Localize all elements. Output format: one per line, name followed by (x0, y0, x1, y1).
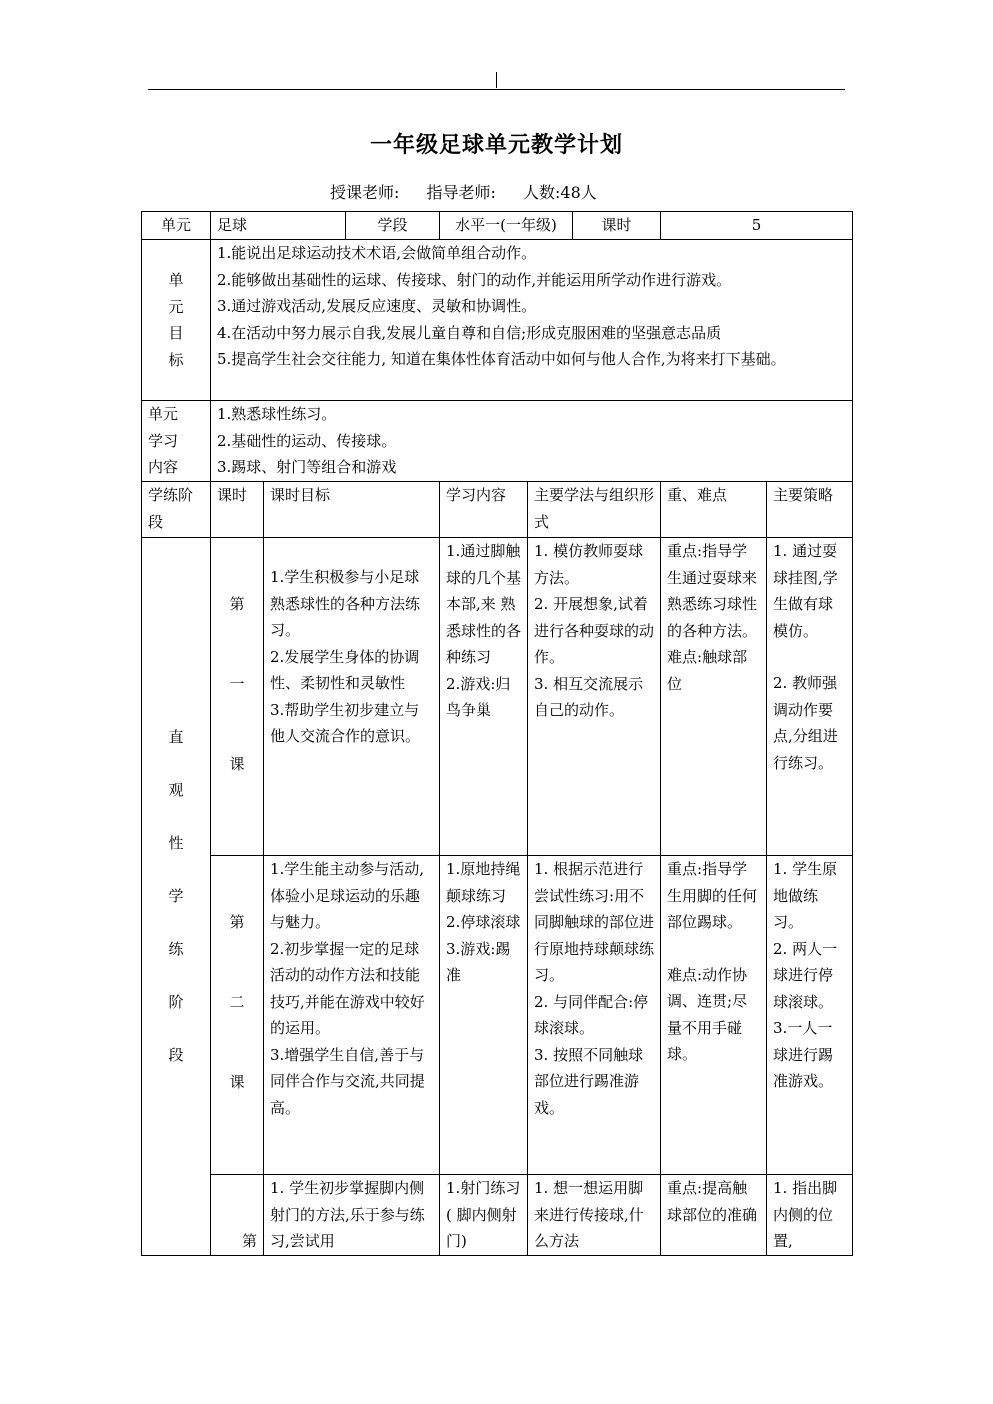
lesson-content: 1.射门练习 ( 脚内侧射门) (440, 1175, 528, 1256)
info-row (142, 212, 853, 240)
lesson-key-points: 重点:提高触球部位的准确 (661, 1175, 767, 1256)
unit-content-item: 2.基础性的运动、传接球。 (217, 431, 397, 450)
unit-goal-item: 3.通过游戏活动,发展反应速度、灵敏和协调性。 (217, 297, 537, 315)
unit-goal-item: 2.能够做出基础性的运球、传接球、射门的动作,并能运用所学动作进行游戏。 (217, 270, 732, 289)
hours-label: 课时 (573, 212, 661, 240)
lesson-methods: 1. 想一想运用脚来进行传接球,什么方法 (528, 1175, 661, 1256)
unit-content-item: 1.熟悉球性练习。 (217, 405, 337, 423)
lesson-row (142, 856, 853, 1175)
lesson-strategy: 1. 学生原地做练习。 2. 两人一球进行停球滚球。 3.一人一球进行踢准游戏。 (767, 856, 853, 1175)
phase-label: 直 观 性 学 练 阶 段 (142, 538, 211, 1256)
lesson-label: 第 (211, 1175, 264, 1256)
col-strategy: 主要策略 (767, 482, 853, 538)
lesson-key-points: 重点:指导学生用脚的任何部位踢球。 难点:动作协调、连贯;尽量不用手碰球。 (661, 856, 767, 1175)
col-method: 主要学法与组织形式 (528, 482, 661, 538)
lesson-goals: 1.学生积极参与小足球熟悉球性的各种方法练习。 2.发展学生身体的协调性、柔韧性和灵敏性 3.帮助学生初步建立与他人交流合作的意识。 (264, 538, 440, 856)
unit-content-item: 3.踢球、射门等组合和游戏 (217, 458, 397, 476)
col-stage: 学练阶段 (142, 482, 211, 538)
col-key: 重、难点 (661, 482, 767, 538)
lesson-goals: 1. 学生初步掌握脚内侧射门的方法,乐于参与练习,尝试用 (264, 1175, 440, 1256)
lesson-strategy: 1. 通过耍球挂图,学生做有球模仿。 2. 教师强调动作要点,分组进行练习。 (767, 538, 853, 856)
lesson-label: 第 一 课 (211, 538, 264, 856)
unit-goal-item: 4.在活动中努力展示自我,发展儿童自尊和自信;形成克服困难的坚强意志品质 (217, 323, 722, 342)
subtitle (330, 180, 597, 203)
lesson-row (142, 538, 853, 856)
col-goal: 课时目标 (264, 482, 440, 538)
lesson-label: 第 二 课 (211, 856, 264, 1175)
advisor-label: 指导老师: (426, 183, 496, 202)
lesson-row (142, 1175, 853, 1256)
unit-goals-list (211, 240, 853, 401)
stage-label: 学段 (346, 212, 440, 240)
count-label: 人数:48人 (523, 183, 597, 202)
col-lesson: 课时 (211, 482, 264, 538)
col-content: 学习内容 (440, 482, 528, 538)
lesson-key-points: 重点:指导学生通过耍球来熟悉练习球性的各种方法。 难点:触球部位 (661, 538, 767, 856)
lesson-methods: 1. 模仿教师耍球方法。 2. 开展想象,试着进行各种耍球的动作。 3. 相互交流展示自己的动作。 (528, 538, 661, 856)
plan-table (141, 211, 853, 1256)
unit-content-label: 单元 学习 内容 (142, 401, 211, 482)
unit-goal-item: 5.提高学生社会交往能力, 知道在集体性体育活动中如何与他人合作,为将来打下基础。 (217, 350, 786, 368)
header-rule (148, 89, 845, 90)
page-title: 一年级足球单元教学计划 (369, 132, 623, 158)
unit-goals-label: 单 元 目 标 (142, 240, 211, 401)
hours-value: 5 (661, 212, 853, 240)
unit-content-row (142, 401, 853, 482)
lesson-methods: 1. 根据示范进行尝试性练习:用不同脚触球的部位进行原地持球颠球练习。 2. 与同伴配合:停球滚球。 3. 按照不同触球部位进行踢准游戏。 (528, 856, 661, 1175)
header-mark (496, 72, 497, 88)
lesson-strategy: 1. 指出脚内侧的位置, (767, 1175, 853, 1256)
stage-value: 水平一(一年级) (440, 212, 573, 240)
unit-content-list (211, 401, 853, 482)
column-header-row (142, 482, 853, 538)
unit-value: 足球 (211, 212, 346, 240)
teacher-label: 授课老师: (330, 183, 400, 202)
lesson-content: 1.原地持绳颠球练习 2.停球滚球 3.游戏:踢准 (440, 856, 528, 1175)
unit-goal-item: 1.能说出足球运动技术术语,会做简单组合动作。 (217, 244, 537, 262)
lesson-goals: 1.学生能主动参与活动,体验小足球运动的乐趣与魅力。 2.初步掌握一定的足球活动的动作方法和技能技巧,并能在游戏中较好的运用。 3.增强学生自信,善于与同伴合作与交流,共同提高。 (264, 856, 440, 1175)
unit-label: 单元 (142, 212, 211, 240)
unit-goals-row (142, 240, 853, 401)
lesson-content: 1.通过脚触球的几个基本部,来 熟悉球性的各种练习 2.游戏:归鸟争巢 (440, 538, 528, 856)
